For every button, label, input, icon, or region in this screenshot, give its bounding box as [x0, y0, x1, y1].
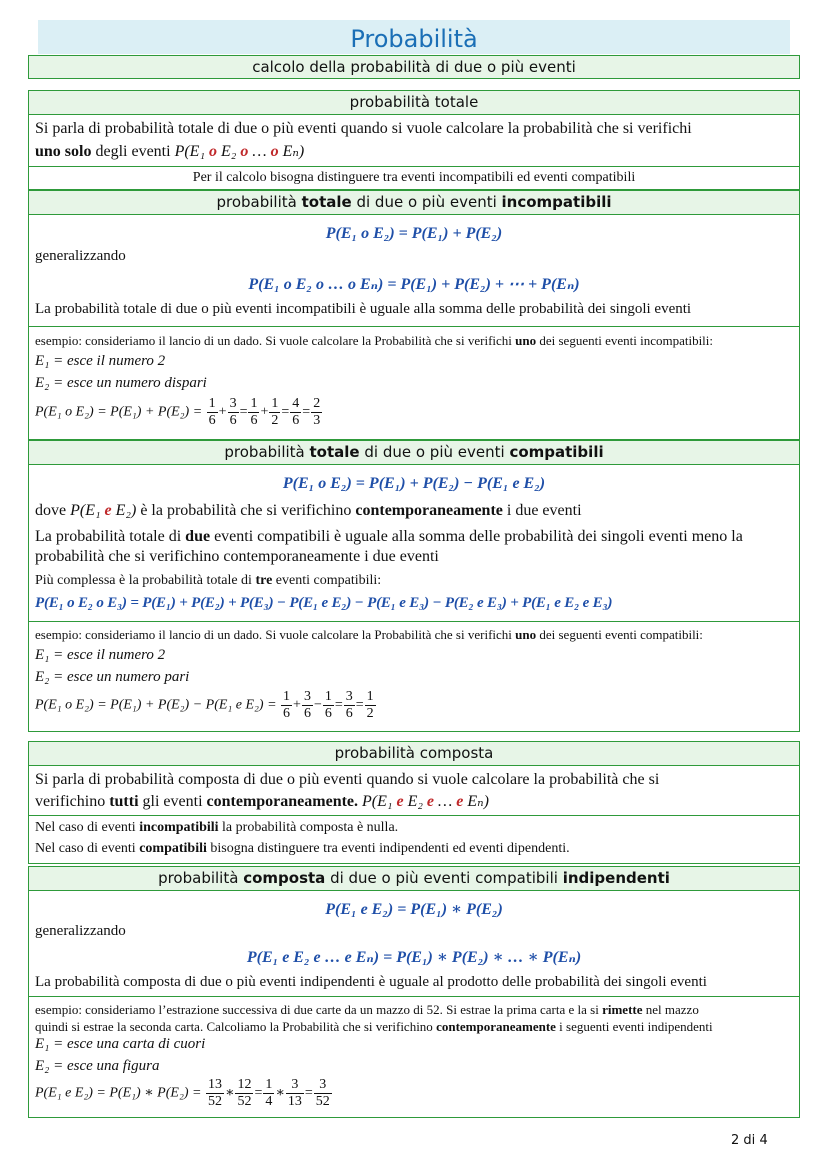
heading-bold: totale: [301, 193, 352, 211]
compatibili-calc: P(E₁ o E₂) = P(E₁) + P(E₂) − P(E₁ e E₂) = $\frac{1}{6}$ + $\frac{3}{6}$ − $\frac{1}{6}$ = $\frac{3}{6}$ = $\frac{1}{2}$: [35, 689, 374, 721]
incompatibili-formula-2: P(E₁ o E₂ o … o Eₙ) = P(E₁) + P(E₂) + ⋯ + P(Eₙ): [248, 276, 580, 293]
incompatibili-example-intro: [35, 333, 713, 349]
compatibili-formula-1: P(E₁ o E₂) = P(E₁) + P(E₂) − P(E₁ e E₂): [282, 475, 546, 492]
totale-intro-bold: uno solo: [35, 143, 92, 160]
example-bold: contemporaneamente: [436, 1019, 556, 1034]
case-bold: compatibili: [139, 841, 207, 856]
composta-cases-box: [28, 816, 800, 864]
compatibili-event-1: E₁ = esce il numero 2: [35, 647, 166, 663]
calc-lhs: P(E₁ o E₂) = P(E₁) + P(E₂) − P(E₁ e E₂) =: [35, 697, 277, 713]
indipendenti-example-line-2: [35, 1019, 713, 1035]
frac: $\frac{1}{6}$: [250, 396, 258, 428]
example-text: i seguenti eventi indipendenti: [555, 1019, 713, 1034]
tre-bold: tre: [255, 573, 273, 588]
frac: $\frac{1}{4}$: [265, 1077, 273, 1109]
dove-text: dove: [35, 502, 71, 519]
case-text: la probabilità composta è nulla.: [218, 820, 399, 835]
page-title-bar: [38, 20, 790, 54]
example-text: quindi si estrae la seconda carta. Calcoliamo la Probabilità che si verifichino: [35, 1019, 437, 1034]
totale-intro-text: degli eventi: [91, 143, 175, 160]
example-text: nel mazzo: [642, 1002, 699, 1017]
frac: $\frac{1}{2}$: [271, 396, 279, 428]
heading-text: di due o più eventi: [359, 443, 510, 461]
statement-bold: due: [185, 528, 211, 545]
composta-intro-line-1: Si parla di probabilità composta di due o più eventi quando si vuole calcolare la probabilità che si: [35, 771, 660, 788]
incompatibili-box: [28, 215, 800, 327]
compatibili-dove: [35, 502, 582, 520]
indipendenti-formula-1: P(E₁ e E₂) = P(E₁) ∗ P(E₂): [325, 901, 503, 918]
heading-text: di due o più eventi compatibili: [325, 869, 563, 887]
compatibili-example-intro: [35, 627, 703, 643]
compatibili-box: [28, 465, 800, 622]
page-total: 4: [759, 1133, 768, 1148]
section-heading-compatibili: [28, 440, 800, 465]
example-text: esempio: consideriamo il lancio di un dado. Si vuole calcolare la Probabilità che si verifichi: [35, 627, 516, 642]
totale-intro-line-2: [35, 141, 304, 161]
indipendenti-example-line-1: [35, 1002, 699, 1018]
frac: $\frac{3}{6}$: [229, 396, 237, 428]
totale-intro-formula: P(E₁ o E₂ o … o Eₙ): [174, 143, 305, 160]
indipendenti-formula-2: P(E₁ e E₂ e … e Eₙ) = P(E₁) ∗ P(E₂) ∗ … ∗ P(Eₙ): [246, 949, 582, 966]
incompatibili-event-2: E₂ = esce un numero dispari: [35, 375, 207, 391]
composta-incompatibili: [35, 820, 398, 836]
page-current: 2: [731, 1133, 740, 1148]
frac: $\frac{3}{52}$: [315, 1077, 330, 1109]
frac: $\frac{1}{6}$: [208, 396, 216, 428]
tre-text: eventi compatibili:: [272, 573, 382, 588]
statement-text: La probabilità totale di: [35, 528, 186, 545]
composta-intro-line-2: [35, 791, 489, 811]
totale-intro-line-1: Si parla di probabilità totale di due o più eventi quando si vuole calcolare la probabilità che si verifichi: [35, 120, 692, 137]
dove-text: è la probabilità che si verifichino: [136, 502, 356, 519]
incompatibili-formula-1: P(E₁ o E₂) = P(E₁) + P(E₂): [325, 225, 503, 242]
heading-text: di due o più eventi: [351, 193, 502, 211]
case-text: Nel caso di eventi: [35, 820, 140, 835]
compatibili-statement-2: probabilità che si verifichino contemporaneamente i due eventi: [35, 548, 439, 565]
heading-text: probabilità: [158, 869, 244, 887]
totale-distinguish-box: [28, 167, 800, 190]
indipendenti-event-1: E₁ = esce una carta di cuori: [35, 1036, 206, 1052]
indipendenti-box: [28, 891, 800, 997]
frac: $\frac{1}{2}$: [366, 689, 374, 721]
frac: $\frac{3}{6}$: [303, 689, 311, 721]
indipendenti-example-box: [28, 997, 800, 1118]
compatibili-example-box: [28, 622, 800, 732]
totale-distinguish-text: Per il calcolo bisogna distinguere tra eventi incompatibili ed eventi compatibili: [192, 170, 636, 185]
heading-bold: totale: [309, 443, 360, 461]
example-bold: uno: [515, 627, 537, 642]
indipendenti-event-2: E₂ = esce una figura: [35, 1058, 160, 1074]
indipendenti-calc: P(E₁ e E₂) = P(E₁) ∗ P(E₂) = $\frac{13}{52}$ ∗ $\frac{12}{52}$ = $\frac{1}{4}$ ∗ $\frac{3}{13}$ = $\frac{3}{52}$: [35, 1077, 330, 1109]
page-subtitle: calcolo della probabilità di due o più eventi: [28, 55, 800, 79]
intro-text: gli eventi: [138, 793, 207, 810]
frac: $\frac{13}{52}$: [207, 1077, 222, 1109]
calc-lhs: P(E₁ o E₂) = P(E₁) + P(E₂) =: [35, 404, 203, 420]
incompatibili-event-1: E₁ = esce il numero 2: [35, 353, 166, 369]
heading-bold: incompatibili: [501, 193, 612, 211]
frac: $\frac{12}{52}$: [237, 1077, 252, 1109]
frac: $\frac{1}{6}$: [283, 689, 291, 721]
incompatibili-example-box: [28, 327, 800, 440]
intro-text: verifichino: [35, 793, 110, 810]
case-bold: incompatibili: [139, 820, 219, 835]
frac: $\frac{1}{6}$: [324, 689, 332, 721]
totale-intro-box: [28, 115, 800, 167]
frac: $\frac{2}{3}$: [313, 396, 321, 428]
compatibili-event-2: E₂ = esce un numero pari: [35, 669, 190, 685]
dove-formula: P(E₁ e E₂): [70, 502, 137, 519]
section-heading-indipendenti: [28, 866, 800, 891]
heading-text: probabilità: [224, 443, 310, 461]
example-bold: uno: [515, 333, 537, 348]
example-text: dei seguenti eventi compatibili:: [536, 627, 703, 642]
intro-bold: contemporaneamente.: [206, 793, 359, 810]
section-heading-incompatibili: [28, 190, 800, 215]
dove-bold: contemporaneamente: [355, 502, 503, 519]
intro-bold: tutti: [109, 793, 139, 810]
heading-bold: composta: [243, 869, 326, 887]
composta-intro-box: [28, 766, 800, 816]
statement-text: eventi compatibili è uguale alla somma delle probabilità dei singoli eventi meno la: [210, 528, 743, 545]
frac: $\frac{3}{6}$: [345, 689, 353, 721]
example-bold: rimette: [602, 1002, 643, 1017]
page-title: Probabilità: [350, 25, 478, 53]
intro-formula: P(E₁ e E₂ e … e Eₙ): [362, 793, 489, 810]
example-text: esempio: consideriamo l’estrazione successiva di due carte da un mazzo di 52. Si estrae la prima carta e la si: [35, 1002, 603, 1017]
incompatibili-statement: La probabilità totale di due o più eventi incompatibili è uguale alla somma delle probabilità dei singoli eventi: [35, 301, 692, 317]
section-heading-totale: probabilità totale: [28, 90, 800, 115]
heading-text: probabilità: [216, 193, 302, 211]
case-text: Nel caso di eventi: [35, 841, 140, 856]
compatibili-statement-1: [35, 528, 743, 546]
frac: $\frac{4}{6}$: [292, 396, 300, 428]
compatibili-tre: [35, 573, 381, 589]
heading-bold: indipendenti: [562, 869, 670, 887]
compatibili-formula-3: P(E₁ o E₂ o E₃) = P(E₁) + P(E₂) + P(E₃) − P(E₁ e E₂) − P(E₁ e E₃) − P(E₂ e E₃) + P(E₁ e E₂ e E₃): [35, 595, 613, 611]
page-sep: di: [743, 1133, 756, 1148]
section-heading-composta: probabilità composta: [28, 741, 800, 766]
case-text: bisogna distinguere tra eventi indipendenti ed eventi dipendenti.: [206, 841, 570, 856]
heading-bold: compatibili: [509, 443, 604, 461]
frac: $\frac{3}{13}$: [287, 1077, 302, 1109]
indipendenti-generalizzando: generalizzando: [35, 923, 126, 939]
indipendenti-statement: La probabilità composta di due o più eventi indipendenti è uguale al prodotto delle probabilità dei singoli eventi: [35, 974, 707, 990]
composta-compatibili: [35, 841, 570, 857]
incompatibili-calc: P(E₁ o E₂) = P(E₁) + P(E₂) = $\frac{1}{6}$ + $\frac{3}{6}$ = $\frac{1}{6}$ + $\frac{1}{2}$ = $\frac{4}{6}$ = $\frac{2}{3}$: [35, 396, 321, 428]
calc-lhs: P(E₁ e E₂) = P(E₁) ∗ P(E₂) =: [35, 1085, 202, 1101]
page-number: [731, 1133, 768, 1148]
example-text: esempio: consideriamo il lancio di un dado. Si vuole calcolare la Probabilità che si verifichi: [35, 333, 516, 348]
dove-text: i due eventi: [502, 502, 582, 519]
tre-text: Più complessa è la probabilità totale di: [35, 573, 256, 588]
example-text: dei seguenti eventi incompatibili:: [536, 333, 714, 348]
incompatibili-generalizzando: generalizzando: [35, 248, 126, 264]
